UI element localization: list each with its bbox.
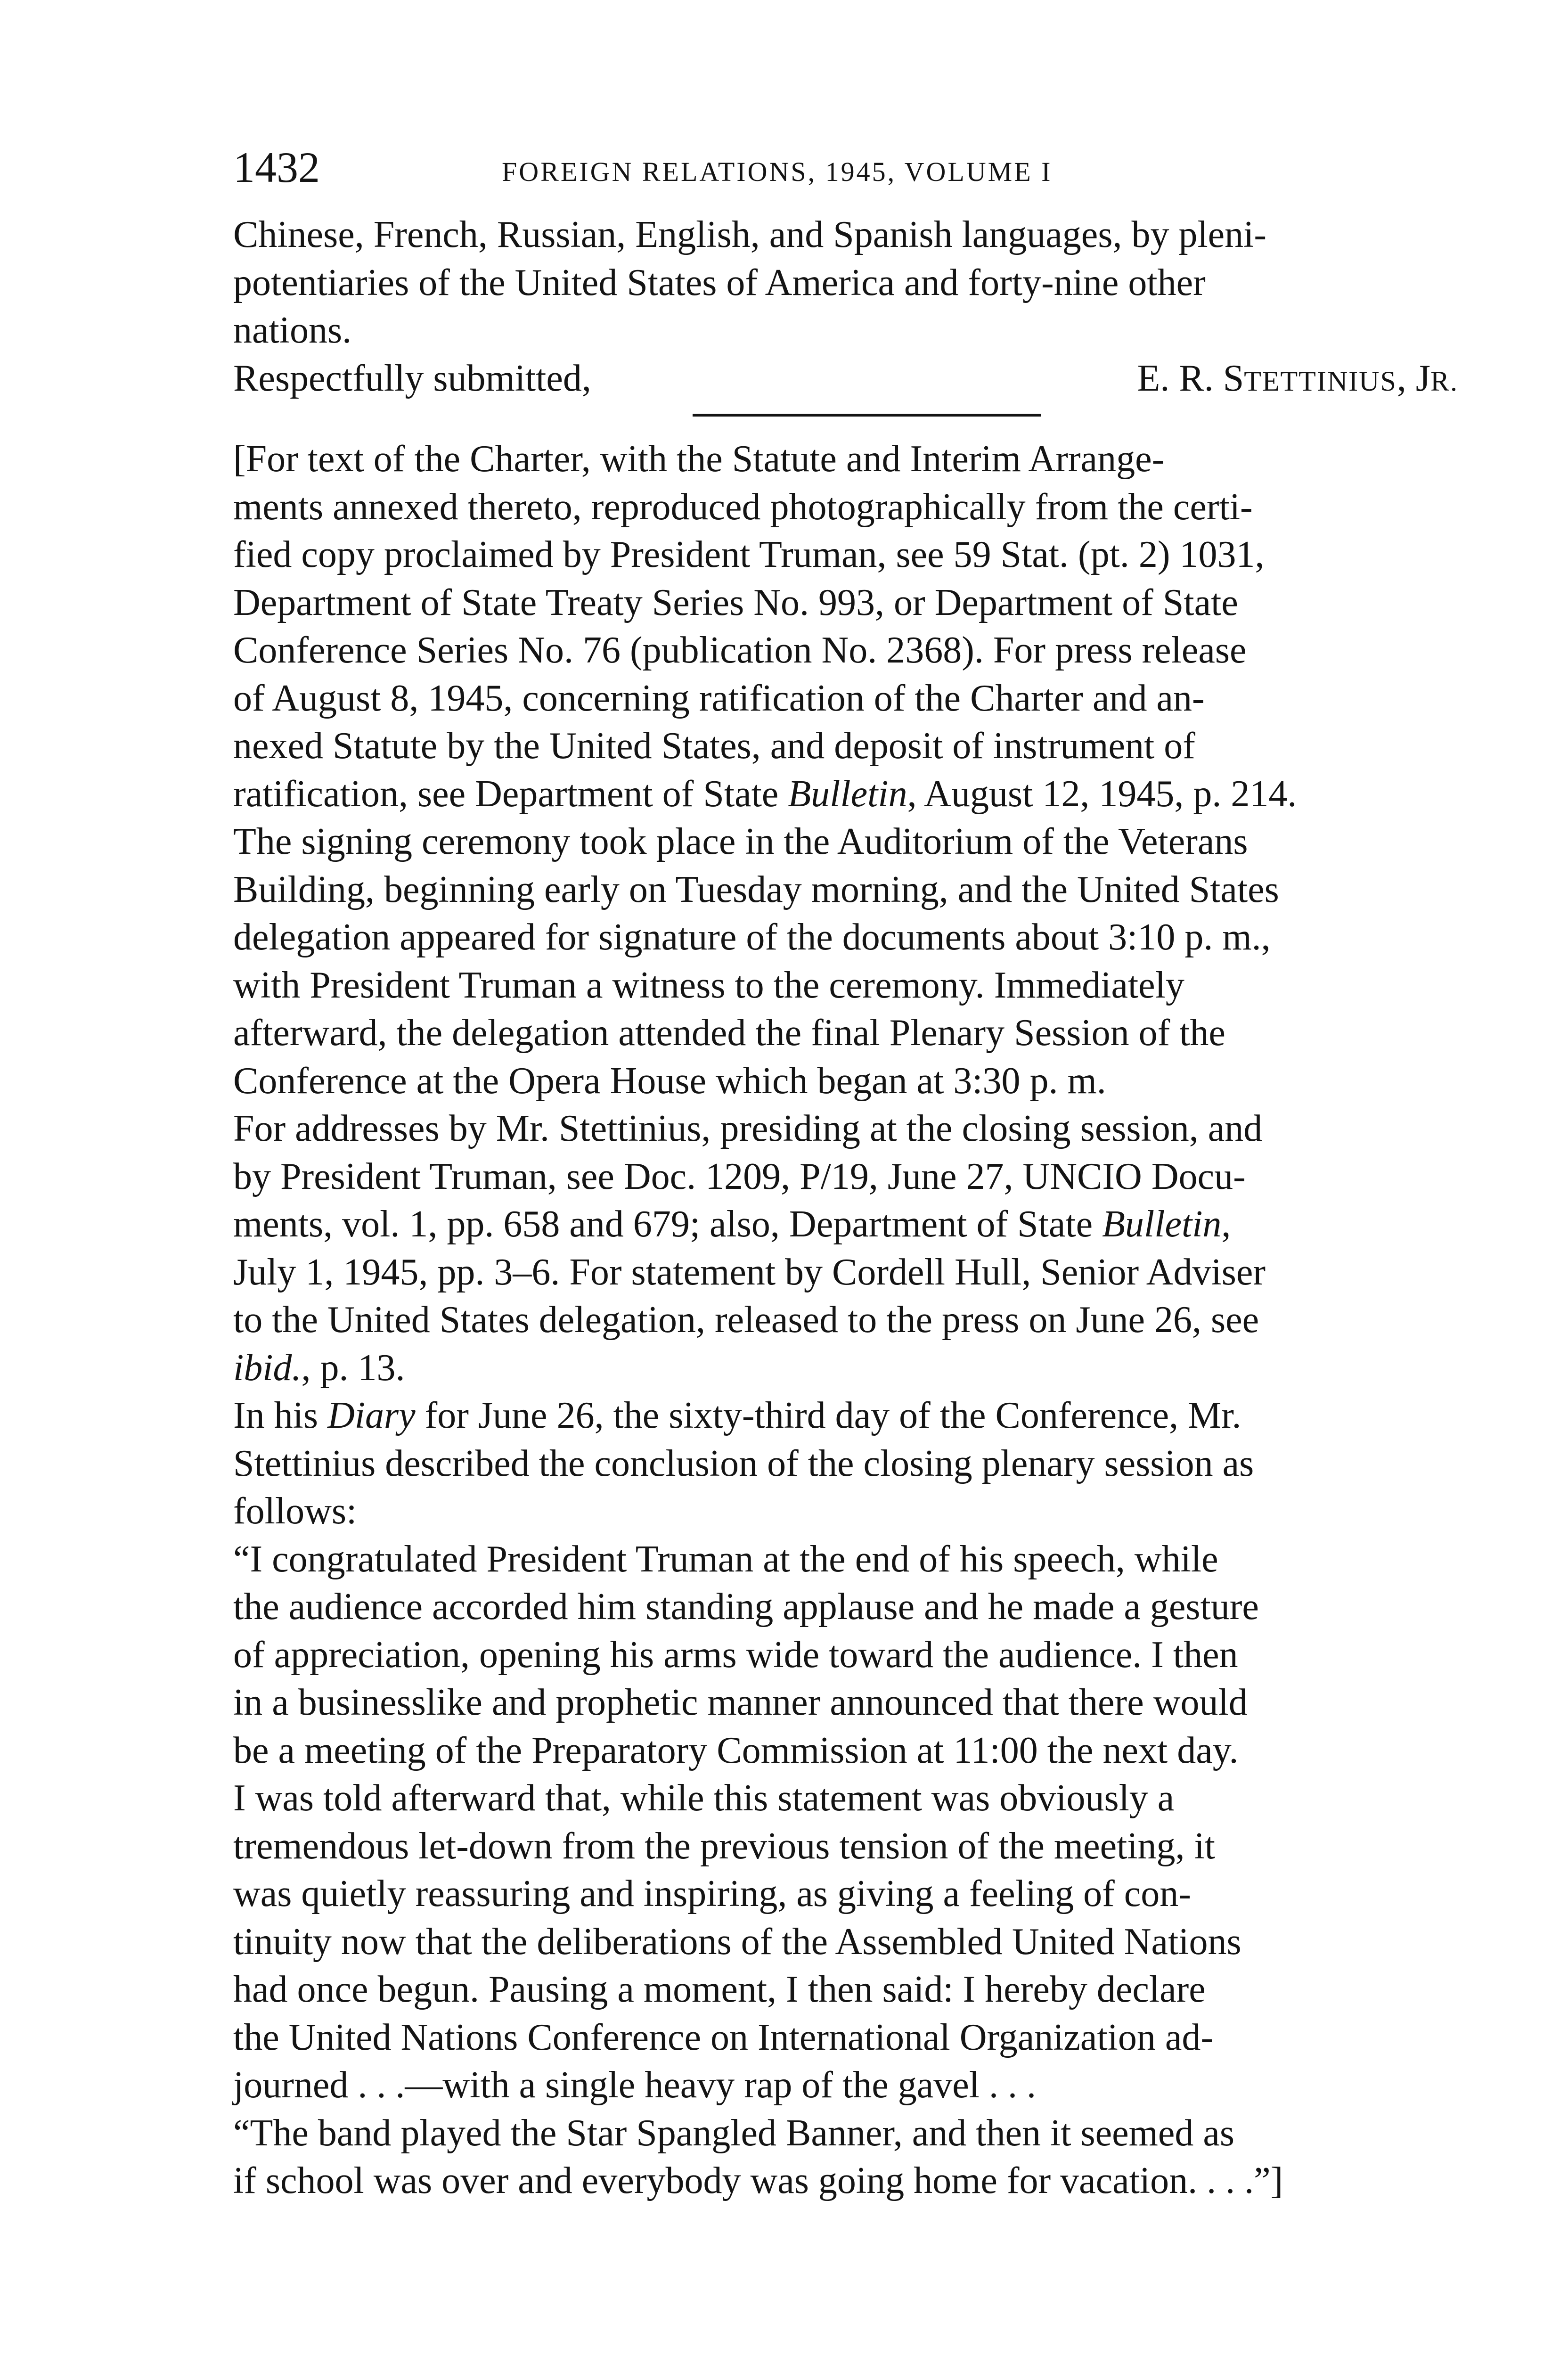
closing-text: Respectfully submitted,	[233, 357, 591, 399]
text-line: of appreciation, opening his arms wide toward the audience. I then	[233, 1634, 1238, 1676]
signatory-name-small: TETTINIUS	[1244, 365, 1397, 397]
text-run: , p. 13.	[301, 1347, 405, 1389]
text-run: , August 12, 1945, p. 214.	[907, 773, 1297, 815]
text-line: journed . . .—with a single heavy rap of the gavel . . .	[233, 2064, 1036, 2106]
signatory-initials: E. R.	[1137, 357, 1223, 399]
paragraph-addresses	[233, 1105, 1458, 1392]
text-line: nexed Statute by the United States, and deposit of instrument of	[233, 725, 1195, 767]
paragraph-quote-2	[233, 2110, 1458, 2205]
text-line: For addresses by Mr. Stettinius, presiding at the closing session, and	[233, 1108, 1263, 1149]
text-run: for June 26, the sixty-third day of the Conference, Mr.	[415, 1395, 1241, 1436]
text-line	[233, 1392, 1458, 1440]
text-line: the audience accorded him standing applause and he made a gesture	[233, 1586, 1259, 1628]
text-run: ratification, see Department of State	[233, 773, 788, 815]
text-line: Conference at the Opera House which began at 3:30 p. m.	[233, 1060, 1106, 1102]
signatory-name-cap: S	[1223, 357, 1244, 399]
text-line	[233, 1201, 1458, 1249]
signature-line	[233, 355, 1458, 403]
text-line: to the United States delegation, released to the press on June 26, see	[233, 1299, 1259, 1341]
text-line: I was told afterward that, while this statement was obviously a	[233, 1777, 1175, 1819]
text-run: ments, vol. 1, pp. 658 and 679; also, Department of State	[233, 1203, 1102, 1245]
italic-run: ibid.	[233, 1347, 302, 1389]
section-divider	[693, 414, 1041, 417]
paragraph-diary	[233, 1392, 1458, 1536]
document-page	[233, 141, 1458, 2205]
text-line: July 1, 1945, pp. 3–6. For statement by Cordell Hull, Senior Adviser	[233, 1251, 1266, 1293]
text-line: ments annexed thereto, reproduced photographically from the certi-	[233, 486, 1253, 528]
text-line: afterward, the delegation attended the final Plenary Session of the	[233, 1012, 1225, 1054]
text-line: in a businesslike and prophetic manner announced that there would	[233, 1682, 1248, 1723]
text-line: with President Truman a witness to the ceremony. Immediately	[233, 964, 1184, 1006]
text-run: In his	[233, 1395, 327, 1436]
text-line: “I congratulated President Truman at the end of his speech, while	[233, 1538, 1218, 1580]
signatory-name	[1137, 355, 1459, 406]
running-head	[233, 141, 1458, 193]
text-line: fied copy proclaimed by President Truman, see 59 Stat. (pt. 2) 1031,	[233, 534, 1265, 575]
italic-run: Bulletin	[1102, 1203, 1222, 1245]
text-line: potentiaries of the United States of America and forty-nine other	[233, 262, 1206, 303]
text-line: nations.	[233, 310, 352, 351]
text-line: the United Nations Conference on International Organization ad-	[233, 2016, 1214, 2058]
signatory-suffix-small: R.	[1430, 365, 1458, 397]
signatory-suffix-cap: , J	[1396, 357, 1430, 399]
text-line	[233, 1344, 1458, 1392]
text-line: by President Truman, see Doc. 1209, P/19, June 27, UNCIO Docu-	[233, 1155, 1246, 1197]
italic-run: Diary	[327, 1395, 416, 1436]
text-line: [For text of the Charter, with the Statute and Interim Arrange-	[233, 438, 1165, 480]
text-line: The signing ceremony took place in the Auditorium of the Veterans	[233, 821, 1248, 862]
page-number: 1432	[233, 143, 320, 191]
italic-run: Bulletin	[788, 773, 907, 815]
text-line: follows:	[233, 1490, 357, 1532]
text-line: Conference Series No. 76 (publication No. 2368). For press release	[233, 630, 1247, 671]
text-line: had once begun. Pausing a moment, I then said: I hereby declare	[233, 1969, 1206, 2010]
paragraph-signing	[233, 818, 1458, 1105]
text-line: was quietly reassuring and inspiring, as giving a feeling of con-	[233, 1873, 1191, 1914]
running-title: FOREIGN RELATIONS, 1945, VOLUME I	[502, 156, 1053, 187]
text-line: tremendous let-down from the previous tension of the meeting, it	[233, 1825, 1215, 1867]
text-line	[233, 770, 1458, 818]
text-line: Stettinius described the conclusion of the closing plenary session as	[233, 1442, 1254, 1484]
text-line: “The band played the Star Spangled Banner, and then it seemed as	[233, 2112, 1234, 2154]
text-run: ,	[1221, 1203, 1231, 1245]
text-line: Chinese, French, Russian, English, and Spanish languages, by pleni-	[233, 214, 1267, 255]
text-line: Building, beginning early on Tuesday morning, and the United States	[233, 868, 1279, 910]
text-line: delegation appeared for signature of the documents about 3:10 p. m.,	[233, 916, 1271, 958]
text-line: if school was over and everybody was going home for vacation. . . .”]	[233, 2160, 1283, 2201]
text-line: tinuity now that the deliberations of the Assembled United Nations	[233, 1921, 1241, 1963]
text-line: be a meeting of the Preparatory Commission at 11:00 the next day.	[233, 1729, 1239, 1771]
paragraph-intro	[233, 211, 1458, 355]
paragraph-quote-1	[233, 1536, 1458, 2110]
text-line: of August 8, 1945, concerning ratification of the Charter and an-	[233, 677, 1205, 719]
text-line: Department of State Treaty Series No. 993, or Department of State	[233, 581, 1238, 623]
paragraph-charter	[233, 435, 1458, 818]
